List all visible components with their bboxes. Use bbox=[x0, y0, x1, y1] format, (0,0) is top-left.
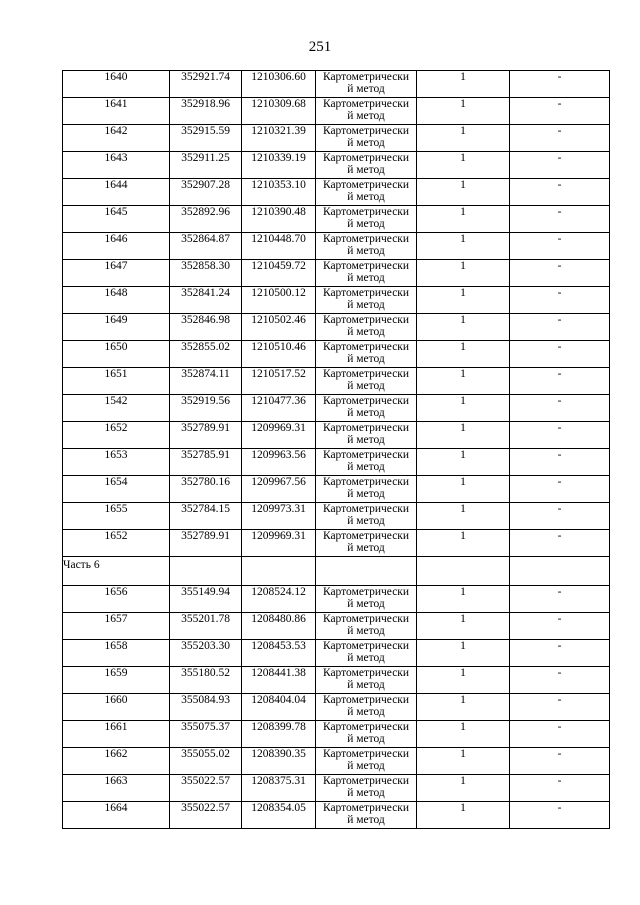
x-coordinate-cell: 355084.93 bbox=[170, 694, 242, 721]
method-cell bbox=[316, 287, 417, 314]
method-cell bbox=[316, 503, 417, 530]
count-cell: 1 bbox=[417, 503, 510, 530]
count-cell: 1 bbox=[417, 530, 510, 557]
count-cell: 1 bbox=[417, 422, 510, 449]
method-cell bbox=[316, 694, 417, 721]
point-number-cell: 1662 bbox=[63, 748, 170, 775]
method-text-line1: Картометрически bbox=[322, 341, 410, 353]
y-coordinate-cell: 1210500.12 bbox=[242, 287, 316, 314]
method-cell bbox=[316, 721, 417, 748]
table-row bbox=[63, 667, 610, 694]
table-row bbox=[63, 260, 610, 287]
method-cell bbox=[316, 98, 417, 125]
method-text-line1: Картометрически bbox=[322, 748, 410, 760]
method-text-line1: Картометрически bbox=[322, 449, 410, 461]
method-cell bbox=[316, 233, 417, 260]
table-row bbox=[63, 179, 610, 206]
section-header-row bbox=[63, 557, 610, 586]
table-row bbox=[63, 503, 610, 530]
dash-cell: - bbox=[510, 179, 610, 206]
x-coordinate-cell: 352789.91 bbox=[170, 530, 242, 557]
page-number: 251 bbox=[308, 39, 332, 55]
point-number-cell: 1658 bbox=[63, 640, 170, 667]
point-number-cell: 1652 bbox=[63, 422, 170, 449]
y-coordinate-cell: 1210353.10 bbox=[242, 179, 316, 206]
method-cell bbox=[316, 152, 417, 179]
method-cell bbox=[316, 802, 417, 829]
point-number-cell: 1664 bbox=[63, 802, 170, 829]
x-coordinate-cell: 352921.74 bbox=[170, 71, 242, 98]
count-cell: 1 bbox=[417, 449, 510, 476]
table-row bbox=[63, 530, 610, 557]
count-cell: 1 bbox=[417, 260, 510, 287]
method-text-line2: й метод bbox=[347, 191, 385, 203]
method-text-line2: й метод bbox=[347, 380, 385, 392]
method-cell bbox=[316, 341, 417, 368]
method-text-line1: Картометрически bbox=[322, 530, 410, 542]
dash-cell: - bbox=[510, 206, 610, 233]
method-cell bbox=[316, 667, 417, 694]
method-text-line2: й метод bbox=[347, 137, 385, 149]
count-cell: 1 bbox=[417, 775, 510, 802]
point-number-cell: 1542 bbox=[63, 395, 170, 422]
y-coordinate-cell: 1210477.36 bbox=[242, 395, 316, 422]
y-coordinate-cell: 1210339.19 bbox=[242, 152, 316, 179]
table-row bbox=[63, 775, 610, 802]
method-cell bbox=[316, 530, 417, 557]
x-coordinate-cell: 355149.94 bbox=[170, 586, 242, 613]
dash-cell: - bbox=[510, 476, 610, 503]
x-coordinate-cell: 352864.87 bbox=[170, 233, 242, 260]
coordinates-table bbox=[62, 70, 610, 829]
method-text-line1: Картометрически bbox=[322, 368, 410, 380]
table-row bbox=[63, 748, 610, 775]
method-text-line2: й метод bbox=[347, 652, 385, 664]
y-coordinate-cell: 1208354.05 bbox=[242, 802, 316, 829]
method-text-line1: Картометрически bbox=[322, 667, 410, 679]
method-text-line1: Картометрически bbox=[322, 206, 410, 218]
count-cell: 1 bbox=[417, 152, 510, 179]
dash-cell: - bbox=[510, 613, 610, 640]
y-coordinate-cell: 1210517.52 bbox=[242, 368, 316, 395]
table-row bbox=[63, 449, 610, 476]
method-cell bbox=[316, 449, 417, 476]
table-row bbox=[63, 314, 610, 341]
table-row bbox=[63, 368, 610, 395]
count-cell: 1 bbox=[417, 71, 510, 98]
point-number-cell: 1653 bbox=[63, 449, 170, 476]
method-text-line1: Картометрически bbox=[322, 98, 410, 110]
table-row bbox=[63, 640, 610, 667]
point-number-cell: 1648 bbox=[63, 287, 170, 314]
table-row bbox=[63, 721, 610, 748]
dash-cell: - bbox=[510, 395, 610, 422]
dash-cell: - bbox=[510, 503, 610, 530]
table-row bbox=[63, 206, 610, 233]
method-cell bbox=[316, 613, 417, 640]
dash-cell: - bbox=[510, 775, 610, 802]
method-text-line2: й метод bbox=[347, 625, 385, 637]
y-coordinate-cell: 1210321.39 bbox=[242, 125, 316, 152]
method-text-line1: Картометрически bbox=[322, 476, 410, 488]
x-coordinate-cell: 352784.15 bbox=[170, 503, 242, 530]
y-coordinate-cell: 1208480.86 bbox=[242, 613, 316, 640]
table-row bbox=[63, 476, 610, 503]
method-text-line1: Картометрически bbox=[322, 775, 410, 787]
method-cell bbox=[316, 314, 417, 341]
y-coordinate-cell: 1210306.60 bbox=[242, 71, 316, 98]
point-number-cell: 1643 bbox=[63, 152, 170, 179]
empty-cell bbox=[417, 557, 510, 586]
count-cell: 1 bbox=[417, 287, 510, 314]
method-text-line1: Картометрически bbox=[322, 613, 410, 625]
dash-cell: - bbox=[510, 640, 610, 667]
table-row bbox=[63, 287, 610, 314]
point-number-cell: 1659 bbox=[63, 667, 170, 694]
count-cell: 1 bbox=[417, 640, 510, 667]
section-label: Часть 6 bbox=[63, 557, 170, 586]
method-text-line2: й метод bbox=[347, 272, 385, 284]
count-cell: 1 bbox=[417, 395, 510, 422]
empty-cell bbox=[170, 557, 242, 586]
y-coordinate-cell: 1210448.70 bbox=[242, 233, 316, 260]
x-coordinate-cell: 352841.24 bbox=[170, 287, 242, 314]
table-row bbox=[63, 802, 610, 829]
dash-cell: - bbox=[510, 667, 610, 694]
table-row bbox=[63, 233, 610, 260]
method-text-line2: й метод bbox=[347, 245, 385, 257]
dash-cell: - bbox=[510, 530, 610, 557]
x-coordinate-cell: 355022.57 bbox=[170, 775, 242, 802]
method-text-line1: Картометрически bbox=[322, 233, 410, 245]
method-text-line1: Картометрически bbox=[322, 125, 410, 137]
method-text-line2: й метод bbox=[347, 326, 385, 338]
table-row bbox=[63, 613, 610, 640]
method-text-line1: Картометрически bbox=[322, 71, 410, 83]
x-coordinate-cell: 352846.98 bbox=[170, 314, 242, 341]
method-text-line2: й метод bbox=[347, 760, 385, 772]
method-text-line2: й метод bbox=[347, 83, 385, 95]
point-number-cell: 1652 bbox=[63, 530, 170, 557]
point-number-cell: 1647 bbox=[63, 260, 170, 287]
y-coordinate-cell: 1208390.35 bbox=[242, 748, 316, 775]
method-text-line1: Картометрически bbox=[322, 802, 410, 814]
method-cell bbox=[316, 260, 417, 287]
y-coordinate-cell: 1208441.38 bbox=[242, 667, 316, 694]
x-coordinate-cell: 352780.16 bbox=[170, 476, 242, 503]
count-cell: 1 bbox=[417, 341, 510, 368]
y-coordinate-cell: 1208404.04 bbox=[242, 694, 316, 721]
y-coordinate-cell: 1208375.31 bbox=[242, 775, 316, 802]
x-coordinate-cell: 352789.91 bbox=[170, 422, 242, 449]
count-cell: 1 bbox=[417, 613, 510, 640]
dash-cell: - bbox=[510, 152, 610, 179]
method-text-line1: Картометрически bbox=[322, 422, 410, 434]
table-row bbox=[63, 71, 610, 98]
y-coordinate-cell: 1209973.31 bbox=[242, 503, 316, 530]
x-coordinate-cell: 355203.30 bbox=[170, 640, 242, 667]
method-cell bbox=[316, 775, 417, 802]
point-number-cell: 1651 bbox=[63, 368, 170, 395]
dash-cell: - bbox=[510, 260, 610, 287]
table-row bbox=[63, 98, 610, 125]
method-text-line2: й метод bbox=[347, 461, 385, 473]
method-cell bbox=[316, 368, 417, 395]
dash-cell: - bbox=[510, 71, 610, 98]
y-coordinate-cell: 1209963.56 bbox=[242, 449, 316, 476]
y-coordinate-cell: 1209969.31 bbox=[242, 422, 316, 449]
table-row bbox=[63, 694, 610, 721]
count-cell: 1 bbox=[417, 476, 510, 503]
method-text-line1: Картометрически bbox=[322, 179, 410, 191]
x-coordinate-cell: 352915.59 bbox=[170, 125, 242, 152]
point-number-cell: 1654 bbox=[63, 476, 170, 503]
dash-cell: - bbox=[510, 341, 610, 368]
point-number-cell: 1656 bbox=[63, 586, 170, 613]
table-row bbox=[63, 152, 610, 179]
count-cell: 1 bbox=[417, 586, 510, 613]
method-text-line2: й метод bbox=[347, 110, 385, 122]
method-cell bbox=[316, 476, 417, 503]
y-coordinate-cell: 1210510.46 bbox=[242, 341, 316, 368]
method-cell bbox=[316, 395, 417, 422]
method-text-line2: й метод bbox=[347, 434, 385, 446]
point-number-cell: 1649 bbox=[63, 314, 170, 341]
point-number-cell: 1642 bbox=[63, 125, 170, 152]
x-coordinate-cell: 355022.57 bbox=[170, 802, 242, 829]
dash-cell: - bbox=[510, 721, 610, 748]
method-text-line2: й метод bbox=[347, 515, 385, 527]
y-coordinate-cell: 1210390.48 bbox=[242, 206, 316, 233]
dash-cell: - bbox=[510, 125, 610, 152]
count-cell: 1 bbox=[417, 98, 510, 125]
y-coordinate-cell: 1210459.72 bbox=[242, 260, 316, 287]
method-text-line1: Картометрически bbox=[322, 640, 410, 652]
method-cell bbox=[316, 206, 417, 233]
y-coordinate-cell: 1209967.56 bbox=[242, 476, 316, 503]
x-coordinate-cell: 355201.78 bbox=[170, 613, 242, 640]
method-text-line2: й метод bbox=[347, 733, 385, 745]
method-text-line2: й метод bbox=[347, 488, 385, 500]
method-text-line2: й метод bbox=[347, 407, 385, 419]
method-text-line1: Картометрически bbox=[322, 152, 410, 164]
dash-cell: - bbox=[510, 368, 610, 395]
count-cell: 1 bbox=[417, 125, 510, 152]
dash-cell: - bbox=[510, 586, 610, 613]
point-number-cell: 1650 bbox=[63, 341, 170, 368]
y-coordinate-cell: 1208399.78 bbox=[242, 721, 316, 748]
method-cell bbox=[316, 640, 417, 667]
count-cell: 1 bbox=[417, 748, 510, 775]
point-number-cell: 1645 bbox=[63, 206, 170, 233]
point-number-cell: 1661 bbox=[63, 721, 170, 748]
method-cell bbox=[316, 179, 417, 206]
method-text-line1: Картометрически bbox=[322, 287, 410, 299]
method-text-line2: й метод bbox=[347, 679, 385, 691]
method-text-line2: й метод bbox=[347, 598, 385, 610]
empty-cell bbox=[510, 557, 610, 586]
method-text-line1: Картометрически bbox=[322, 314, 410, 326]
count-cell: 1 bbox=[417, 721, 510, 748]
method-cell bbox=[316, 125, 417, 152]
x-coordinate-cell: 355055.02 bbox=[170, 748, 242, 775]
method-text-line2: й метод bbox=[347, 299, 385, 311]
x-coordinate-cell: 352874.11 bbox=[170, 368, 242, 395]
method-text-line2: й метод bbox=[347, 706, 385, 718]
x-coordinate-cell: 352919.56 bbox=[170, 395, 242, 422]
method-cell bbox=[316, 422, 417, 449]
dash-cell: - bbox=[510, 694, 610, 721]
count-cell: 1 bbox=[417, 206, 510, 233]
point-number-cell: 1644 bbox=[63, 179, 170, 206]
point-number-cell: 1641 bbox=[63, 98, 170, 125]
x-coordinate-cell: 352858.30 bbox=[170, 260, 242, 287]
table-row bbox=[63, 125, 610, 152]
point-number-cell: 1655 bbox=[63, 503, 170, 530]
point-number-cell: 1663 bbox=[63, 775, 170, 802]
count-cell: 1 bbox=[417, 179, 510, 206]
table-row bbox=[63, 395, 610, 422]
y-coordinate-cell: 1210502.46 bbox=[242, 314, 316, 341]
method-text-line1: Картометрически bbox=[322, 260, 410, 272]
x-coordinate-cell: 352918.96 bbox=[170, 98, 242, 125]
x-coordinate-cell: 352855.02 bbox=[170, 341, 242, 368]
dash-cell: - bbox=[510, 748, 610, 775]
x-coordinate-cell: 352911.25 bbox=[170, 152, 242, 179]
method-text-line2: й метод bbox=[347, 164, 385, 176]
point-number-cell: 1640 bbox=[63, 71, 170, 98]
y-coordinate-cell: 1209969.31 bbox=[242, 530, 316, 557]
count-cell: 1 bbox=[417, 314, 510, 341]
x-coordinate-cell: 355075.37 bbox=[170, 721, 242, 748]
method-text-line1: Картометрически bbox=[322, 721, 410, 733]
coordinates-table-body bbox=[63, 71, 610, 829]
method-text-line1: Картометрически bbox=[322, 586, 410, 598]
empty-cell bbox=[242, 557, 316, 586]
count-cell: 1 bbox=[417, 233, 510, 260]
method-text-line2: й метод bbox=[347, 218, 385, 230]
point-number-cell: 1660 bbox=[63, 694, 170, 721]
table-row bbox=[63, 586, 610, 613]
method-cell bbox=[316, 71, 417, 98]
point-number-cell: 1646 bbox=[63, 233, 170, 260]
dash-cell: - bbox=[510, 287, 610, 314]
y-coordinate-cell: 1208524.12 bbox=[242, 586, 316, 613]
dash-cell: - bbox=[510, 314, 610, 341]
x-coordinate-cell: 352907.28 bbox=[170, 179, 242, 206]
count-cell: 1 bbox=[417, 802, 510, 829]
dash-cell: - bbox=[510, 422, 610, 449]
method-text-line1: Картометрически bbox=[322, 503, 410, 515]
x-coordinate-cell: 352892.96 bbox=[170, 206, 242, 233]
method-text-line1: Картометрически bbox=[322, 694, 410, 706]
count-cell: 1 bbox=[417, 368, 510, 395]
x-coordinate-cell: 355180.52 bbox=[170, 667, 242, 694]
x-coordinate-cell: 352785.91 bbox=[170, 449, 242, 476]
empty-cell bbox=[316, 557, 417, 586]
y-coordinate-cell: 1210309.68 bbox=[242, 98, 316, 125]
count-cell: 1 bbox=[417, 694, 510, 721]
dash-cell: - bbox=[510, 233, 610, 260]
method-text-line1: Картометрически bbox=[322, 395, 410, 407]
dash-cell: - bbox=[510, 802, 610, 829]
table-row bbox=[63, 341, 610, 368]
method-text-line2: й метод bbox=[347, 353, 385, 365]
method-text-line2: й метод bbox=[347, 542, 385, 554]
y-coordinate-cell: 1208453.53 bbox=[242, 640, 316, 667]
point-number-cell: 1657 bbox=[63, 613, 170, 640]
method-text-line2: й метод bbox=[347, 814, 385, 826]
dash-cell: - bbox=[510, 449, 610, 476]
dash-cell: - bbox=[510, 98, 610, 125]
method-text-line2: й метод bbox=[347, 787, 385, 799]
method-cell bbox=[316, 748, 417, 775]
count-cell: 1 bbox=[417, 667, 510, 694]
table-row bbox=[63, 422, 610, 449]
method-cell bbox=[316, 586, 417, 613]
